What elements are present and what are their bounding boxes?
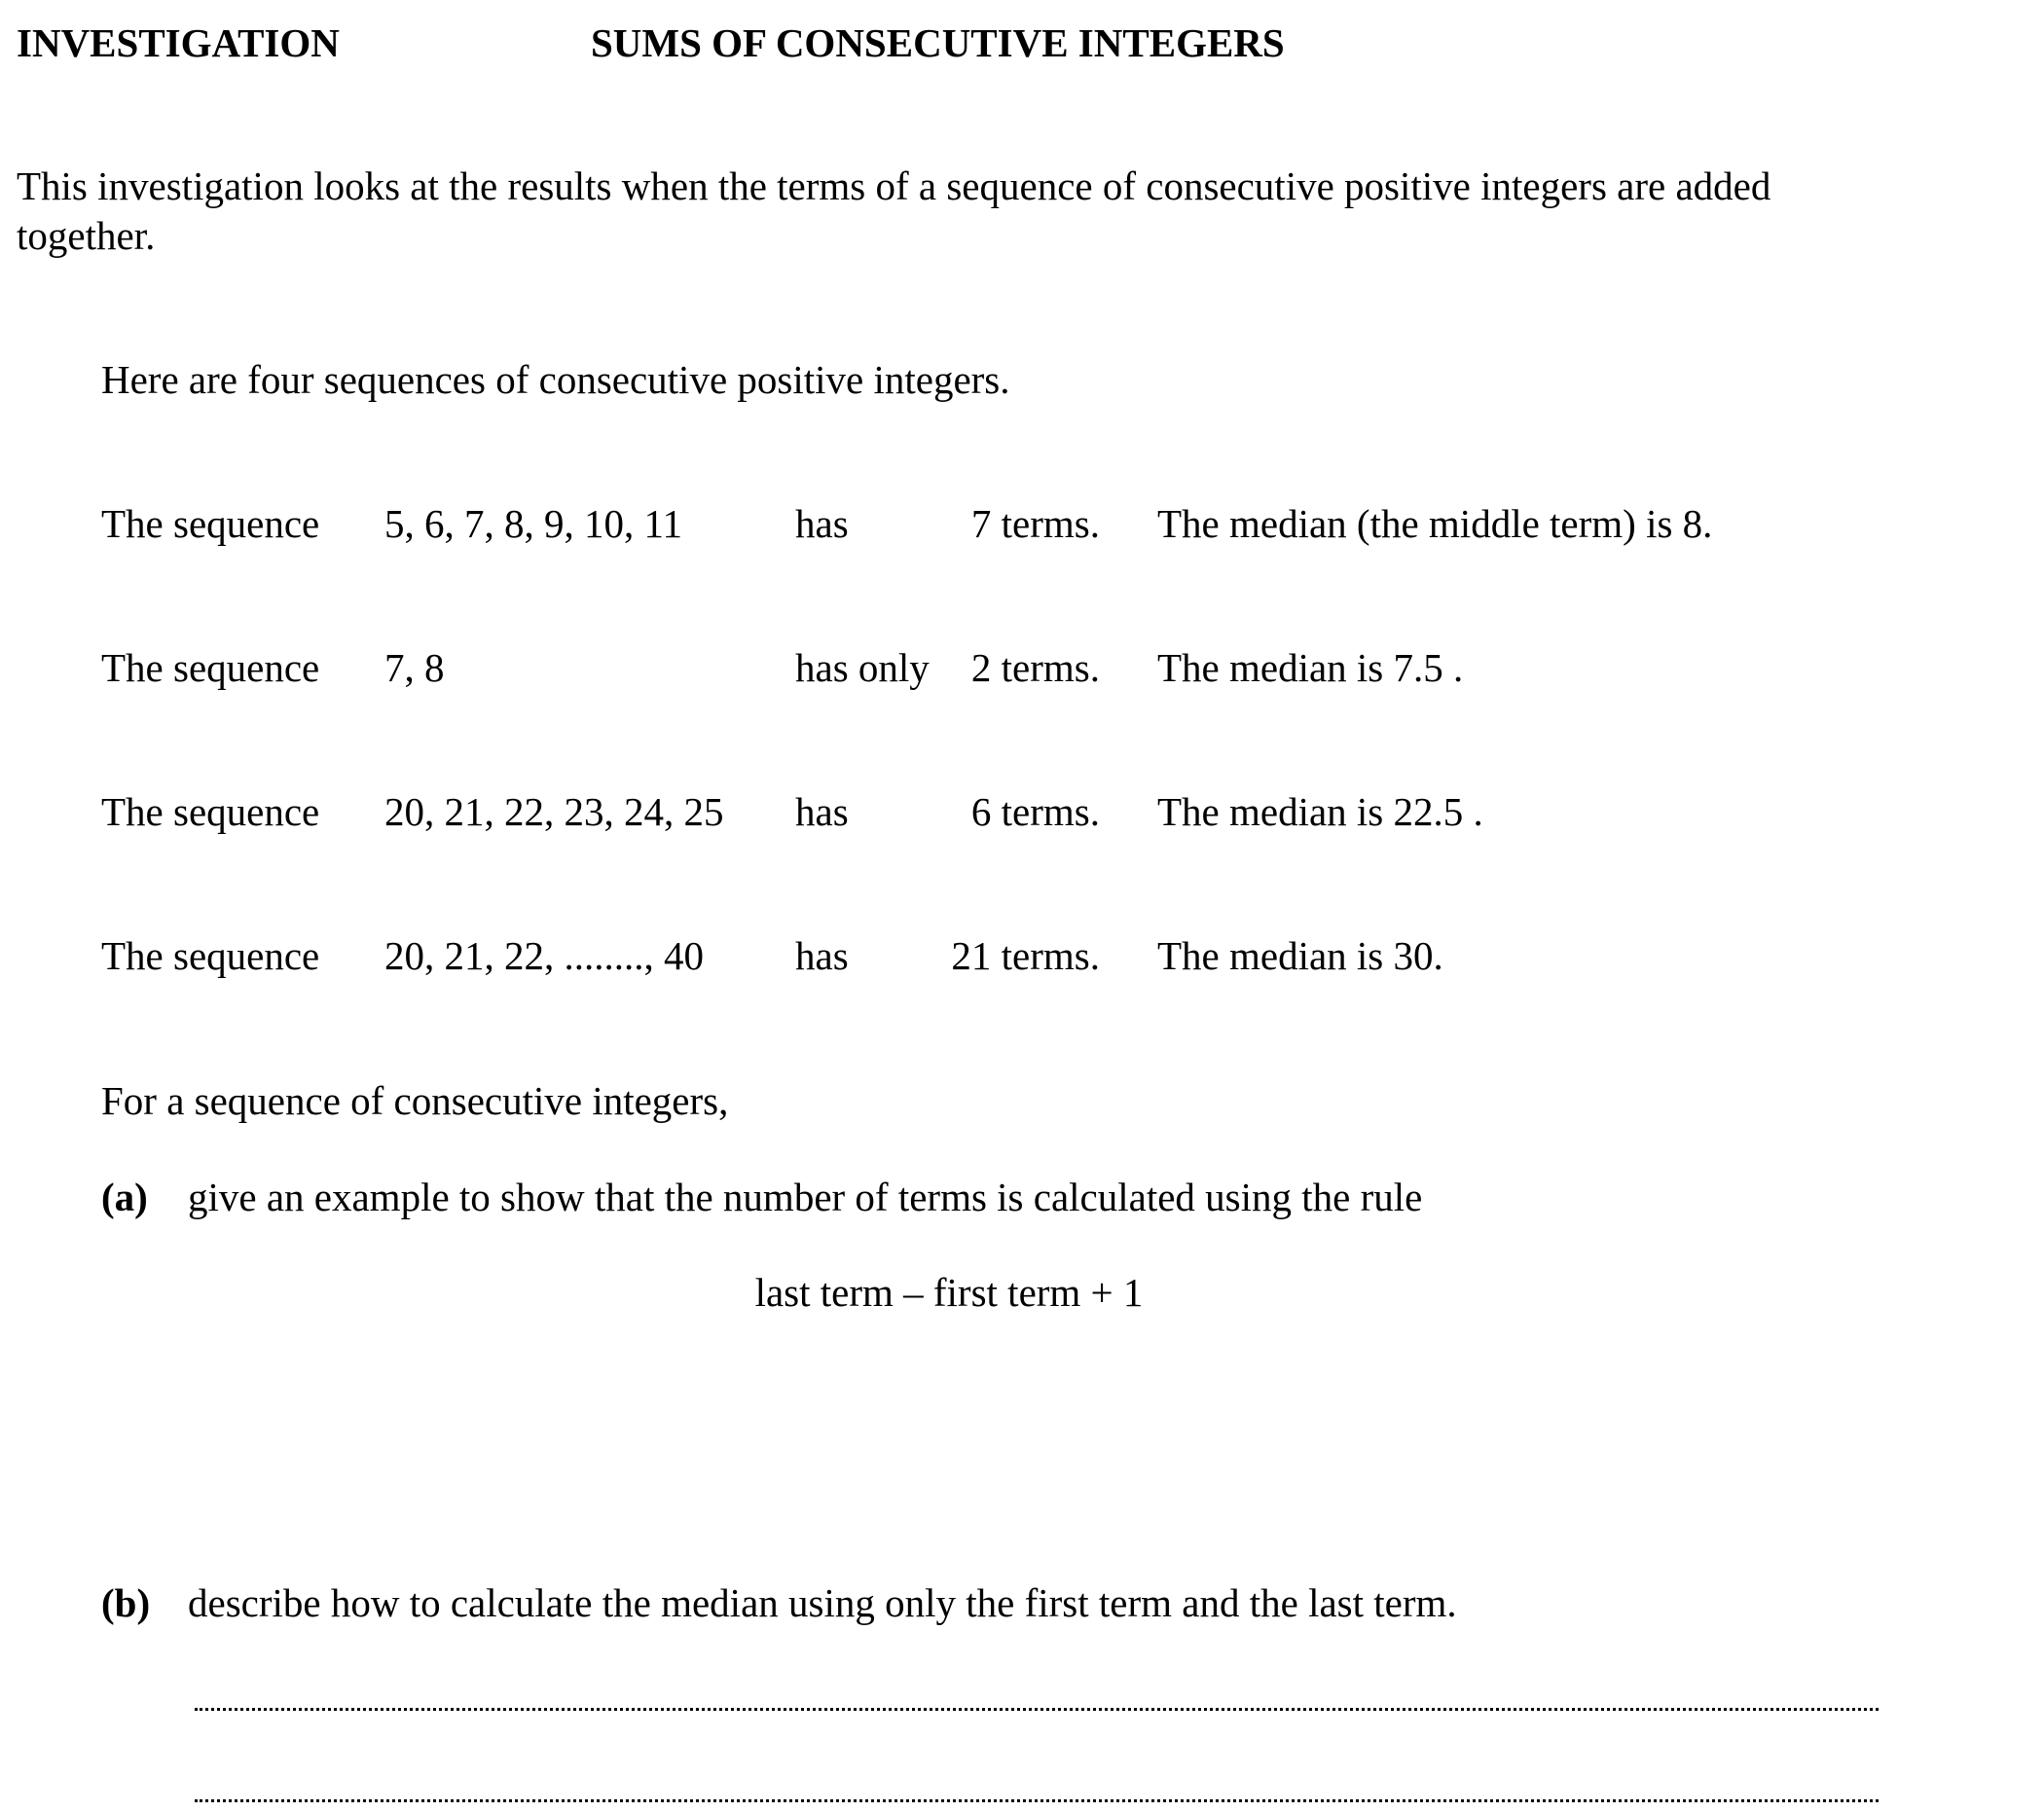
part-b-text: describe how to calculate the median using only the first term and the last term. [188, 1580, 1457, 1625]
intro-line-1: This investigation looks at the results when the terms of a sequence of consecutive positive integers are added [17, 163, 1771, 208]
sequence-has: has [795, 501, 849, 546]
sequence-median: The median is 22.5 . [1157, 789, 1483, 834]
answer-line-2[interactable] [195, 1799, 1879, 1802]
sequence-has: has only [795, 645, 930, 690]
sequence-terms: 7, 8 [384, 645, 445, 690]
sequence-median: The median is 30. [1157, 933, 1443, 978]
lead-text: Here are four sequences of consecutive positive integers. [101, 357, 1010, 402]
sequence-median: The median (the middle term) is 8. [1157, 501, 1713, 546]
part-a-text: give an example to show that the number of terms is calculated using the rule [188, 1175, 1423, 1219]
question-prompt: For a sequence of consecutive integers, [101, 1078, 729, 1123]
answer-line-1[interactable] [195, 1708, 1879, 1711]
sequence-label: The sequence [101, 789, 320, 834]
sequence-label: The sequence [101, 645, 320, 690]
sequence-count: 7 terms. [970, 501, 1100, 546]
sequence-median: The median is 7.5 . [1157, 645, 1464, 690]
sequence-label: The sequence [101, 933, 320, 978]
sequence-terms: 20, 21, 22, 23, 24, 25 [384, 789, 724, 834]
sequence-has: has [795, 789, 849, 834]
sequence-count: 21 terms. [951, 933, 1100, 978]
intro-line-2: together. [17, 213, 156, 258]
page-title: SUMS OF CONSECUTIVE INTEGERS [591, 20, 1285, 65]
sequence-terms: 5, 6, 7, 8, 9, 10, 11 [384, 501, 682, 546]
part-b-label: (b) [101, 1580, 151, 1625]
header-label: INVESTIGATION [17, 20, 340, 65]
sequence-terms: 20, 21, 22, ........, 40 [384, 933, 704, 978]
part-a-label: (a) [101, 1175, 148, 1219]
sequence-label: The sequence [101, 501, 320, 546]
sequence-count: 6 terms. [970, 789, 1100, 834]
rule-formula: last term – first term + 1 [754, 1270, 1144, 1315]
sequence-count: 2 terms. [970, 645, 1100, 690]
sequence-has: has [795, 933, 849, 978]
